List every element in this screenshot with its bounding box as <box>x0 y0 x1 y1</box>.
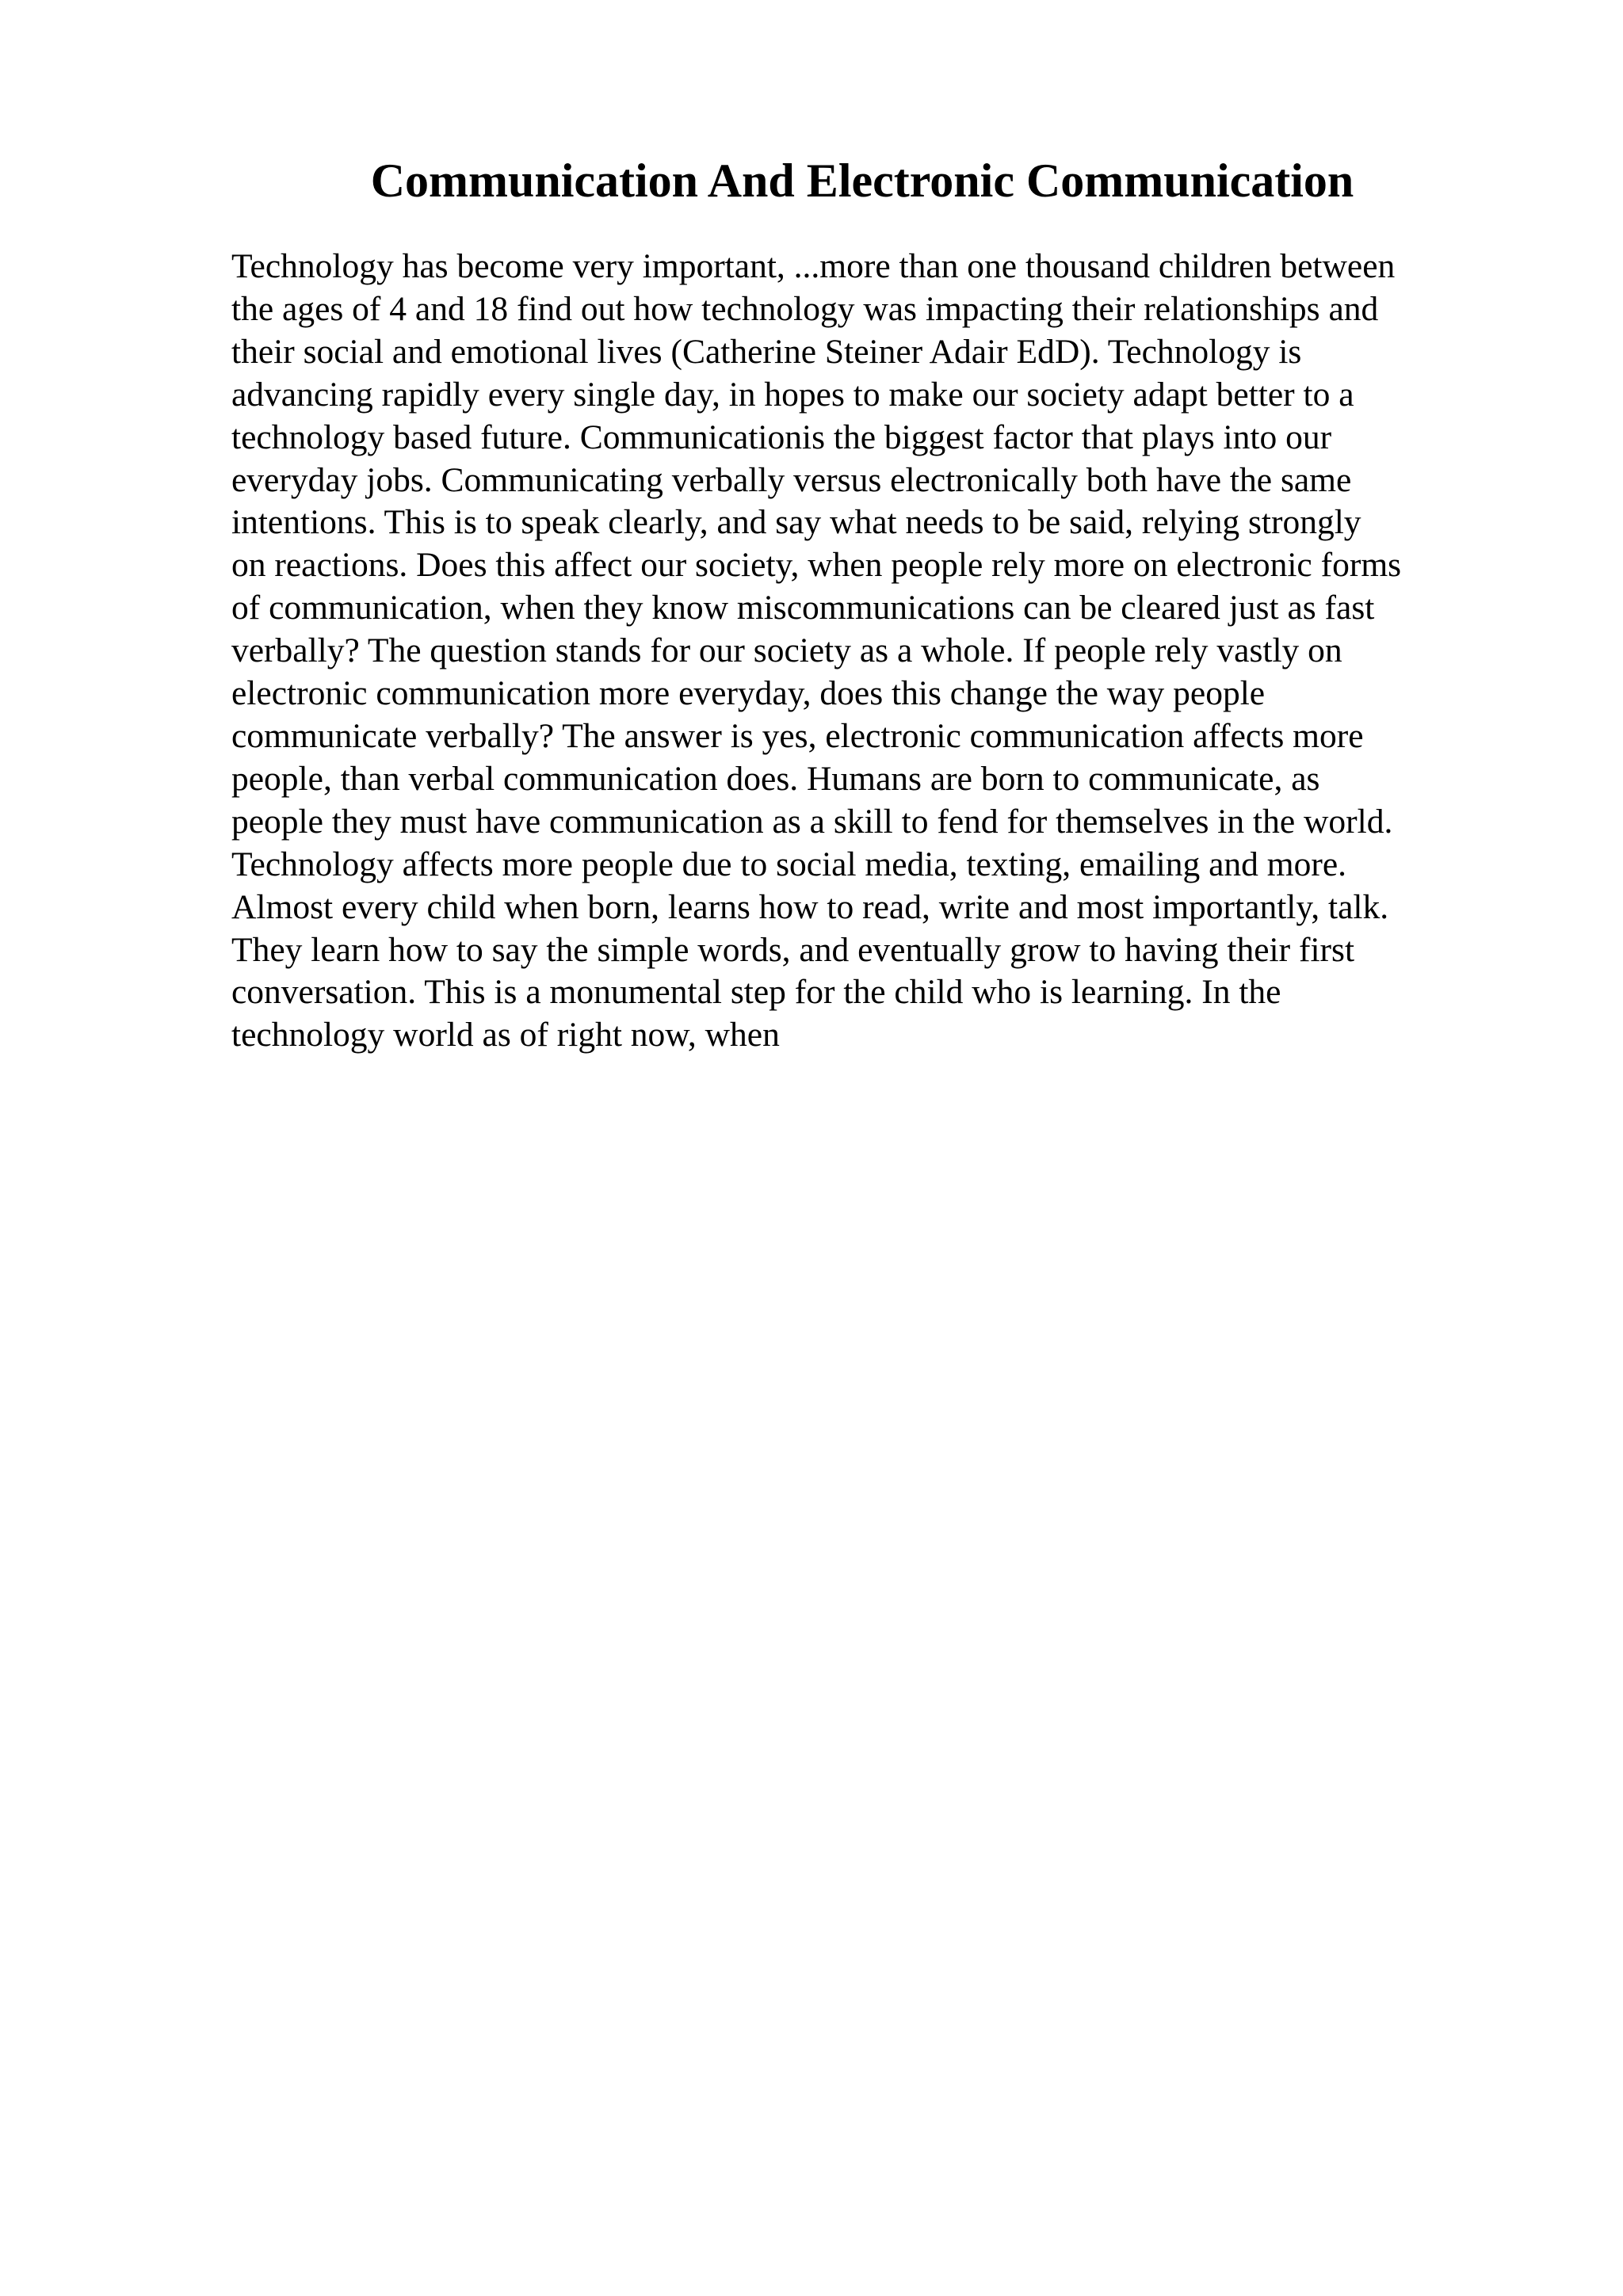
paragraph-line: Technology has become very important, ...more than one thousand children between <box>231 247 1396 285</box>
paragraph-line: on reactions. Does this affect our society, when people rely more on electronic forms <box>231 546 1402 585</box>
paragraph-line: conversation. This is a monumental step for the child who is learning. In the <box>231 973 1281 1012</box>
paragraph-line: Almost every child when born, learns how to read, write and most importantly, talk. <box>231 887 1389 926</box>
paragraph-line: of communication, when they know miscommunications can be cleared just as fast <box>231 589 1375 627</box>
paragraph-line: technology based future. Communicationis the biggest factor that plays into our <box>231 418 1332 456</box>
paragraph-line: people they must have communication as a skill to fend for themselves in the world. <box>231 802 1393 841</box>
paragraph-line: advancing rapidly every single day, in hopes to make our society adapt better to a <box>231 375 1354 414</box>
paragraph-line: everyday jobs. Communicating verbally versus electronically both have the same <box>231 460 1352 499</box>
paragraph-line: their social and emotional lives (Catherine Steiner Adair EdD). Technology is <box>231 332 1302 371</box>
paragraph-line: verbally? The question stands for our society as a whole. If people rely vastly on <box>231 631 1342 670</box>
paragraph-line: communicate verbally? The answer is yes, electronic communication affects more <box>231 716 1364 755</box>
paragraph-line: the ages of 4 and 18 find out how technology was impacting their relationships and <box>231 289 1379 328</box>
paragraph-line: technology world as of right now, when <box>231 1016 780 1055</box>
paragraph-line: intentions. This is to speak clearly, and say what needs to be said, relying strongly <box>231 503 1361 542</box>
paragraph-line: Technology affects more people due to social media, texting, emailing and more. <box>231 845 1347 883</box>
paragraph-line: people, than verbal communication does. Humans are born to communicate, as <box>231 759 1320 798</box>
body-paragraph <box>231 246 1499 1057</box>
paragraph-line: electronic communication more everyday, does this change the way people <box>231 674 1266 713</box>
document-title: Communication And Electronic Communication <box>370 154 1354 207</box>
paragraph-line: They learn how to say the simple words, and eventually grow to having their first <box>231 930 1355 969</box>
